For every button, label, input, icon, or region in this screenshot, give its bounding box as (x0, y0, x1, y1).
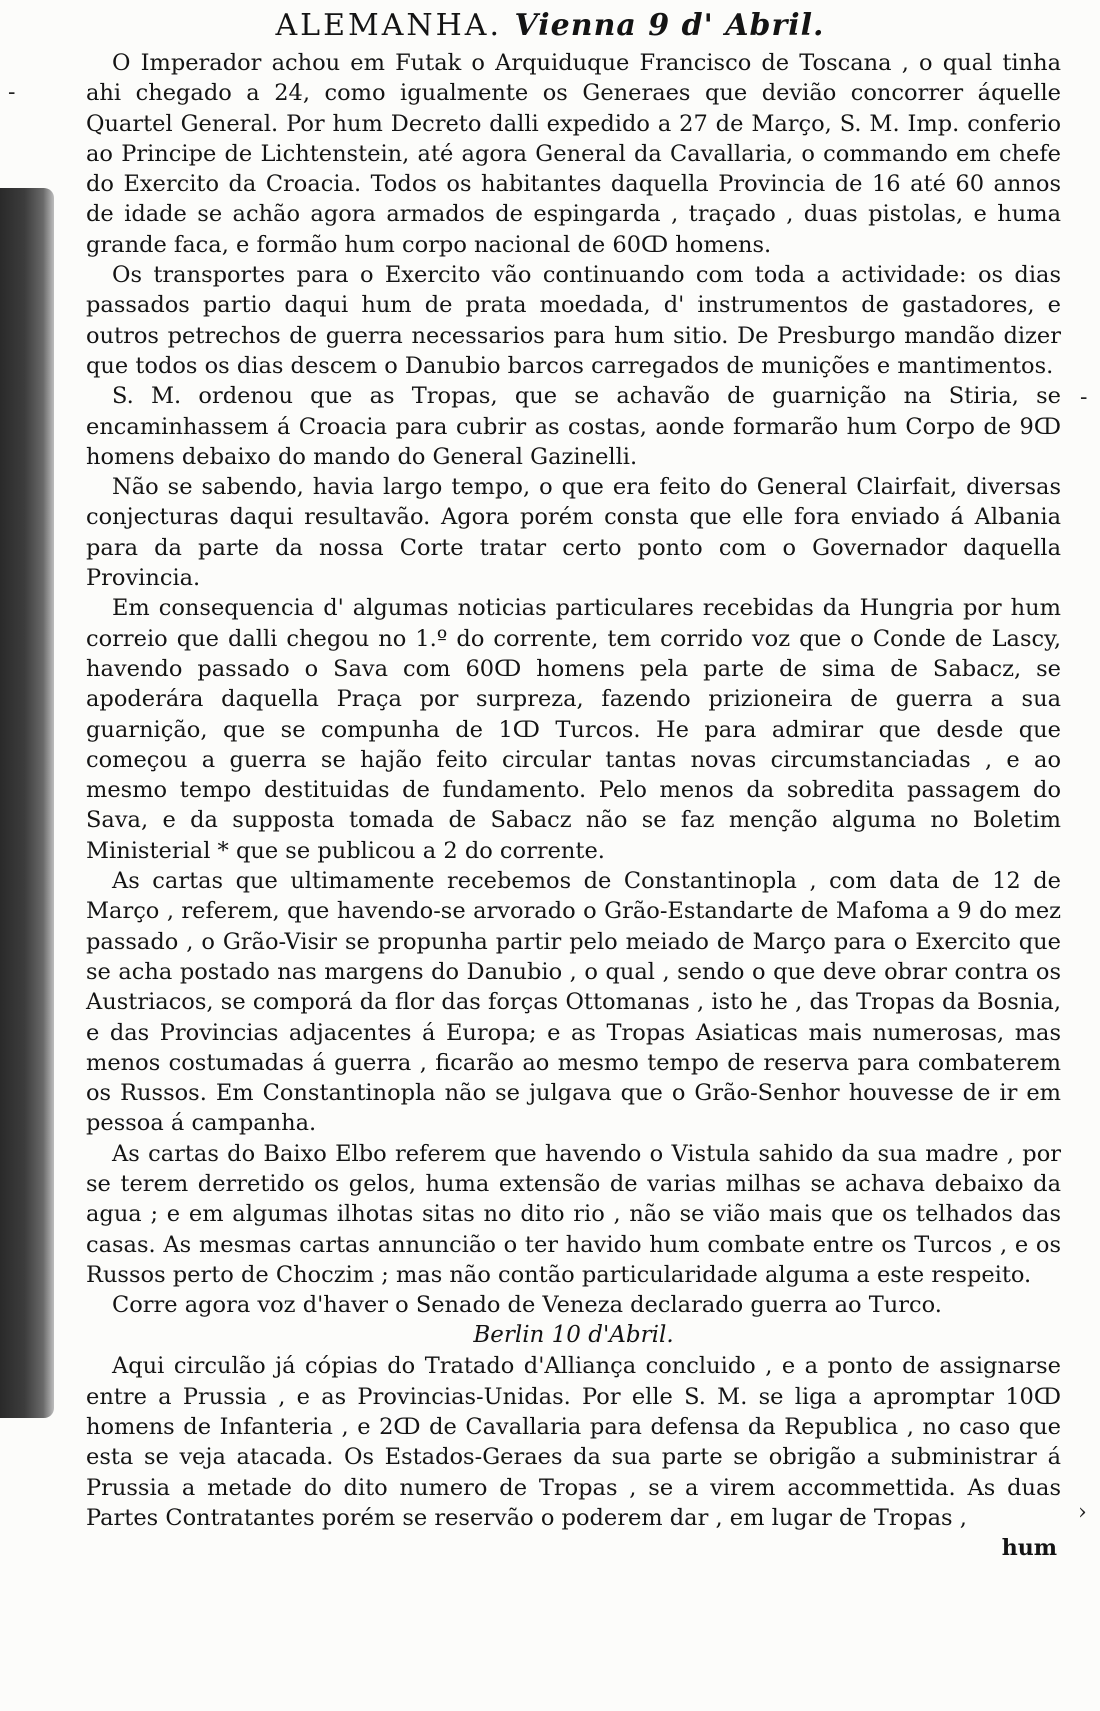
paragraph: O Imperador achou em Futak o Arquiduque Francisco de Toscana , o qual tinha ahi chegado a 24, como igualmente os Generaes que devião concorrer áquelle Quartel General. Por hum Decreto dalli expedido a 27 de Março, S. M. Imp. conferio ao Principe de Lichtenstein, até agora General da Cavallaria, o commando em chefe do Exercito da Croacia. Todos os habitantes daquella Provincia de 16 até 60 annos de idade se achão agora armados de espingarda , traçado , duas pistolas, e huma grande faca, e formão hum corpo nacional de 60ↀ homens. (86, 50, 1061, 258)
paragraph: S. M. ordenou que as Tropas, que se achavão de guarnição na Stiria, se encaminhassem á Croacia para cubrir as costas, aonde formarão hum Corpo de 9ↀ homens debaixo do mando do General Gazinelli. (86, 383, 1061, 470)
article-column (86, 48, 1061, 1563)
catchword: hum (1001, 1535, 1057, 1562)
country-heading: ALEMANHA. (275, 8, 502, 43)
dateline: Vienna 9 d' Abril. (514, 8, 825, 43)
paragraph: As cartas do Baixo Elbo referem que havendo o Vistula sahido da sua madre , por se terem derretido os gelos, huma extensão de varias milhas se achava debaixo da agua ; e em algumas ilhotas sitas no dito rio , não se vião mais que os telhados das casas. As mesmas cartas annuncião o ter havido hum combate entre os Turcos , e os Russos perto de Choczim ; mas não contão particularidade alguma a este respeito. (86, 1140, 1061, 1288)
subheading-dateline: Berlin 10 d'Abril. (473, 1322, 674, 1349)
paragraph: Corre agora voz d'haver o Senado de Veneza declarado guerra ao Turco. (112, 1292, 942, 1319)
binding-shadow (0, 188, 54, 1418)
paragraph: As cartas que ultimamente recebemos de Constantinopla , com data de 12 de Março , referem, que havendo-se arvorado o Grão-Estandarte de Mafoma a 9 do mez passado , o Grão-Visir se propunha partir pelo meiado de Março para o Exercito que se acha postado nas margens do Danubio , o qual , sendo o que deve obrar contra os Austriacos, se comporá da flor das forças Ottomanas , isto he , das Tropas da Bosnia, e das Provincias adjacentes á Europa; e as Tropas Asiaticas mais numerosas, mas menos costumadas á guerra , ficarão ao mesmo tempo de reserva para combaterem os Russos. Em Constantinopla não se julgava que o Grão-Senhor houvesse de ir em pessoa á campanha. (86, 868, 1061, 1137)
paragraph: Aqui circulão já cópias do Tratado d'Alliança concluido , e a ponto de assignarse entre a Prussia , e as Provincias-Unidas. Por elle S. M. se liga a apromptar 10ↀ homens de Infanteria , e 2ↀ de Cavallaria para defensa da Republica , no caso que esta se veja atacada. Os Estados-Geraes da sua parte se obrigão a subministrar á Prussia a metade do dito numero de Tropas , se a virem accommettida. As duas Partes Contratantes porém se reservão o poderem dar , em lugar de Tropas , (86, 1353, 1061, 1531)
paragraph: Não se sabendo, havia largo tempo, o que era feito do General Clairfait, diversas conjecturas daqui resultavão. Agora porém consta que elle fora enviado á Albania para da parte da nossa Corte tratar certo ponto com o Governador daquella Provincia. (86, 474, 1061, 592)
page-header (0, 8, 1100, 44)
margin-mark: › (1078, 1500, 1087, 1525)
margin-mark: - (8, 80, 16, 105)
paragraph: Os transportes para o Exercito vão continuando com toda a actividade: os dias passados partio daqui hum de prata moedada, d' instrumentos de gastadores, e outros petrechos de guerra necessarios para hum sitio. De Presburgo mandão dizer que todos os dias descem o Danubio barcos carregados de munições e mantimentos. (86, 262, 1061, 379)
margin-mark: - (1080, 385, 1088, 410)
paragraph: Em consequencia d' algumas noticias particulares recebidas da Hungria por hum correio que dalli chegou no 1.º do corrente, tem corrido voz que o Conde de Lascy, havendo passado o Sava com 60ↀ homens pela parte de sima de Sabacz, se apoderára daquella Praça por surpreza, fazendo prizioneira de guerra a sua guarnição, que se compunha de 1ↀ Turcos. He para admirar que desde que começou a guerra se hajão feito circular tantas novas circumstanciadas , e ao mesmo tempo destituidas de fundamento. Pelo menos da sobredita passagem do Sava, e da supposta tomada de Sabacz não se faz menção alguma no Boletim Ministerial * que se publicou a 2 do corrente. (86, 595, 1061, 864)
